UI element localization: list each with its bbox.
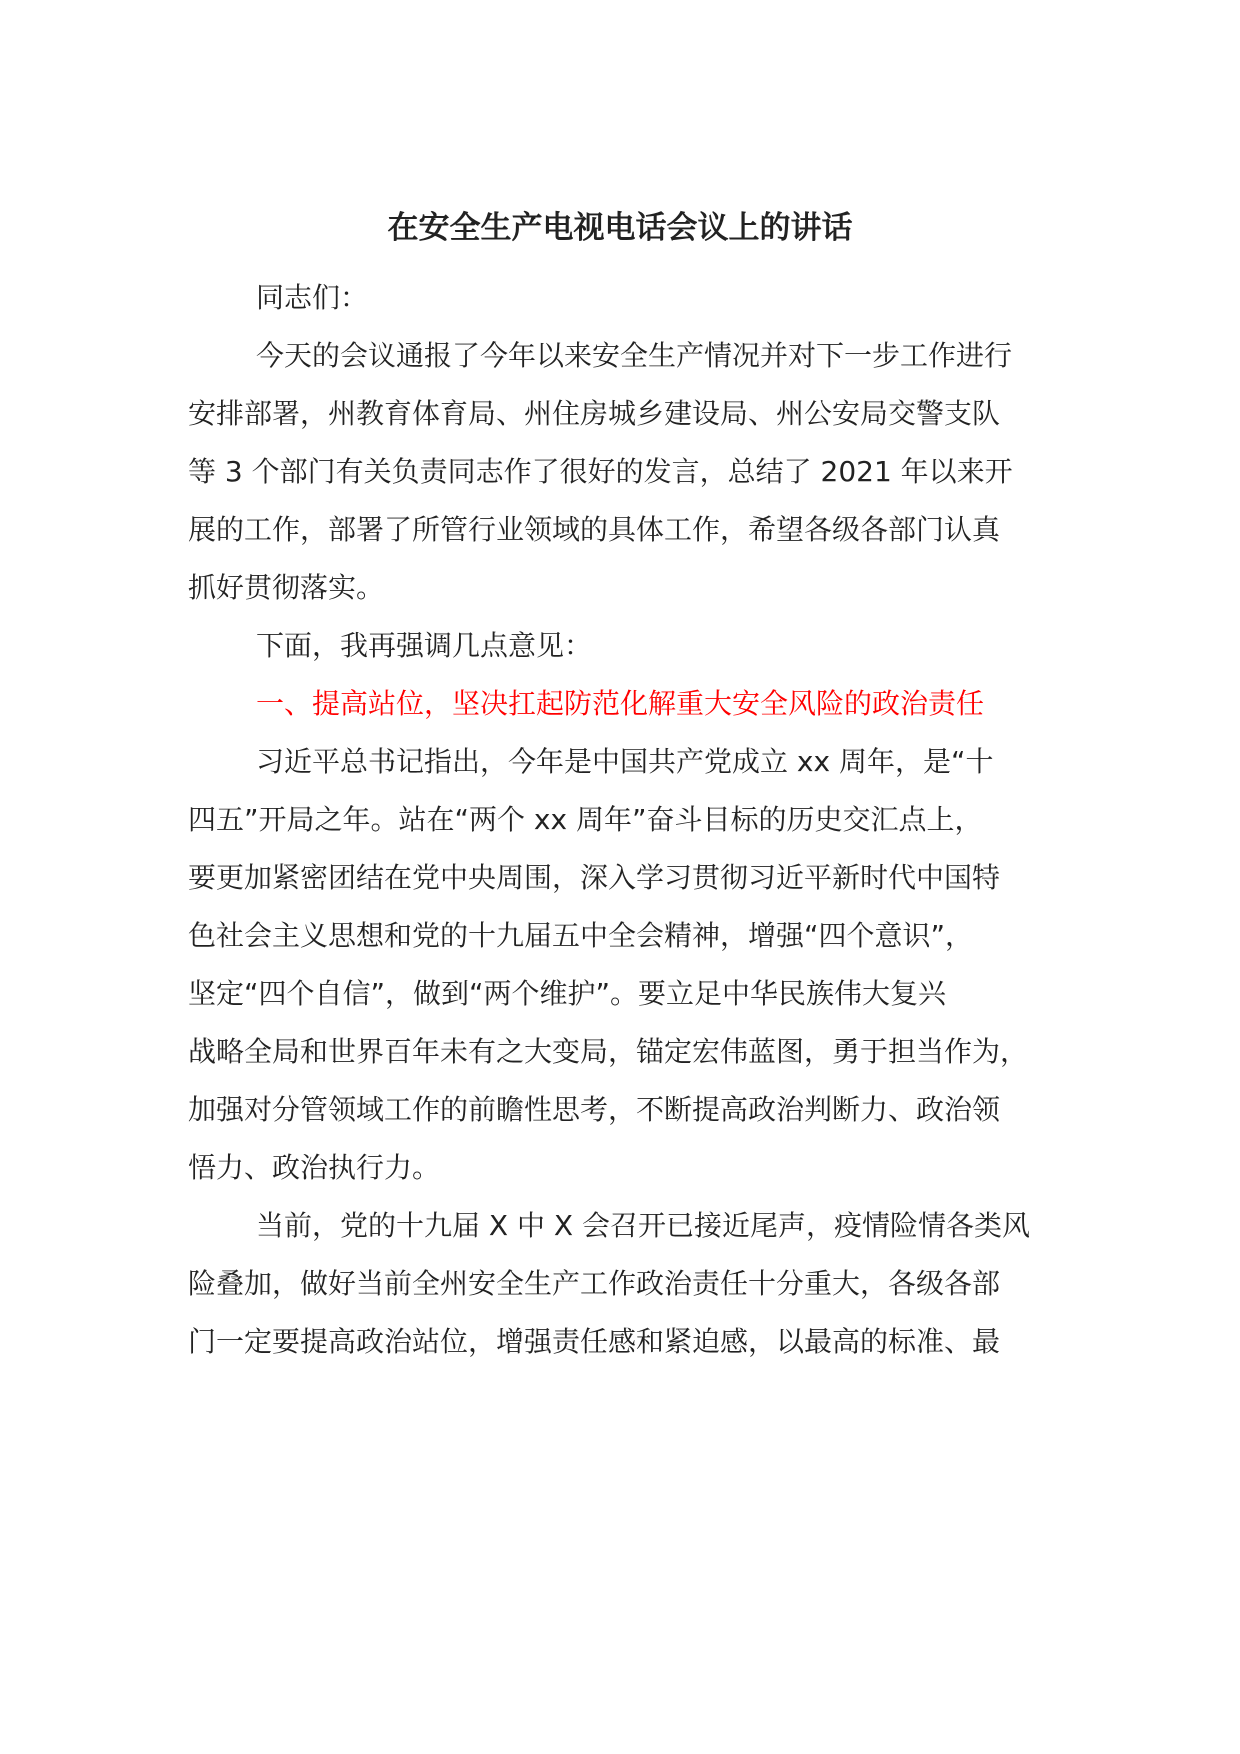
paragraph-line: 要更加紧密团结在党中央周围，深入学习贯彻习近平新时代中国特 — [188, 861, 1001, 894]
paragraph-line: 展的工作，部署了所管行业领域的具体工作，希望各级各部门认真 — [188, 513, 1001, 546]
paragraph-line: 等 3 个部门有关负责同志作了很好的发言，总结了 2021 年以来开 — [188, 455, 1013, 488]
paragraph-line: 门一定要提高政治站位，增强责任感和紧迫感，以最高的标准、最 — [188, 1325, 1001, 1358]
paragraph-line: 今天的会议通报了今年以来安全生产情况并对下一步工作进行 — [256, 339, 1013, 372]
paragraph-line: 悟力、政治执行力。 — [188, 1151, 441, 1184]
paragraph-line: 加强对分管领域工作的前瞻性思考，不断提高政治判断力、政治领 — [188, 1093, 1001, 1126]
document-title: 在安全生产电视电话会议上的讲话 — [387, 210, 853, 246]
paragraph-line: 险叠加，做好当前全州安全生产工作政治责任十分重大，各级各部 — [188, 1267, 1001, 1300]
paragraph-line: 安排部署，州教育体育局、州住房城乡建设局、州公安局交警支队 — [188, 397, 1001, 430]
paragraph-line: 战略全局和世界百年未有之大变局，锚定宏伟蓝图，勇于担当作为， — [188, 1035, 1029, 1068]
paragraph-line: 抓好贯彻落实。 — [188, 571, 385, 604]
paragraph-line: 四五”开局之年。站在“两个 xx 周年”奋斗目标的历史交汇点上， — [188, 803, 983, 836]
paragraph-line: 色社会主义思想和党的十九届五中全会精神，增强“四个意识”， — [188, 919, 974, 952]
paragraph-line: 习近平总书记指出，今年是中国共产党成立 xx 周年，是“十 — [256, 745, 994, 778]
section-heading: 一、提高站位，坚决扛起防范化解重大安全风险的政治责任 — [256, 687, 985, 720]
paragraph-line: 坚定“四个自信”，做到“两个维护”。要立足中华民族伟大复兴 — [188, 977, 947, 1010]
paragraph-line: 下面，我再强调几点意见： — [256, 629, 593, 662]
greeting: 同志们： — [256, 281, 369, 314]
paragraph-line: 当前，党的十九届 X 中 X 会召开已接近尾声，疫情险情各类风 — [256, 1209, 1030, 1242]
